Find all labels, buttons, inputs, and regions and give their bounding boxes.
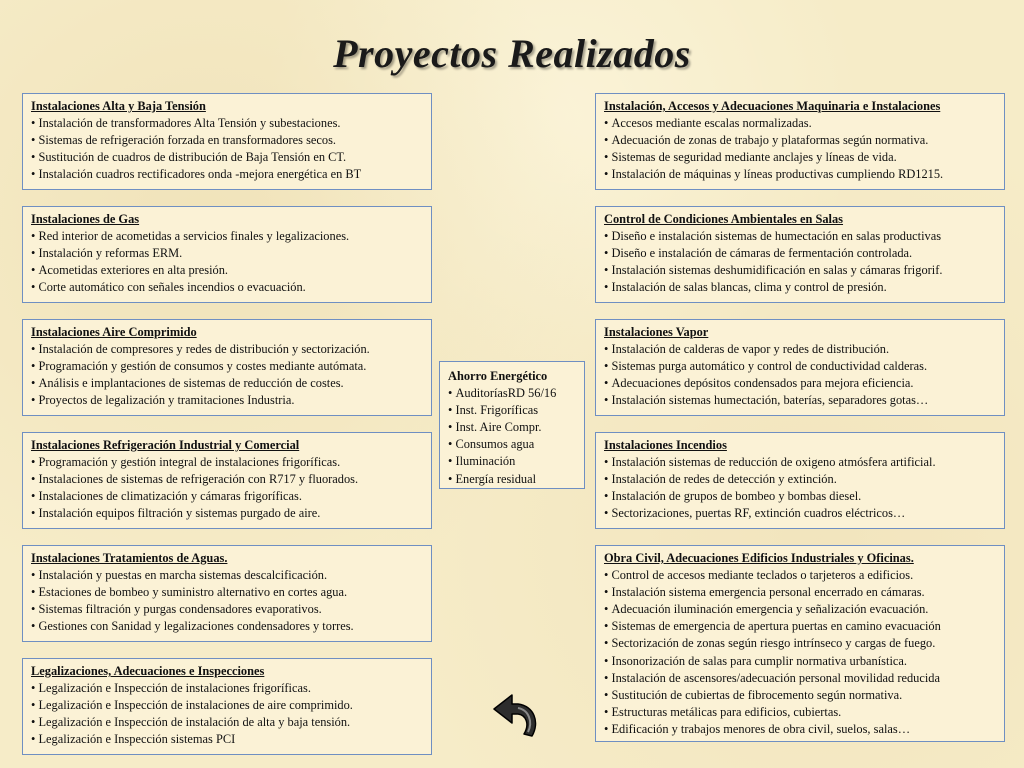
box-vapor bbox=[595, 319, 1005, 416]
list-item: • Instalación de calderas de vapor y redes de distribución. bbox=[604, 341, 1004, 358]
box-heading: Instalaciones Refrigeración Industrial y Comercial bbox=[31, 438, 300, 452]
list-item: • Programación y gestión de consumos y costes mediante autómata. bbox=[31, 358, 431, 375]
list-item: • Adecuación iluminación emergencia y señalización evacuación. bbox=[604, 601, 1004, 618]
list-item: • Instalación de máquinas y líneas productivas cumpliendo RD1215. bbox=[604, 166, 1004, 183]
box-maquinaria bbox=[595, 93, 1005, 190]
list-item: • Instalación de grupos de bombeo y bombas diesel. bbox=[604, 488, 1004, 505]
list-item: • Sectorizaciones, puertas RF, extinción cuadros eléctricos… bbox=[604, 505, 1004, 522]
list-item: • Insonorización de salas para cumplir normativa urbanística. bbox=[604, 653, 1004, 670]
list-item: • Iluminación bbox=[448, 453, 584, 470]
list-item: • Sistemas de refrigeración forzada en transformadores secos. bbox=[31, 132, 431, 149]
box-obra-civil bbox=[595, 545, 1005, 742]
box-alta-baja-tension bbox=[22, 93, 432, 190]
list-item: • Consumos agua bbox=[448, 436, 584, 453]
list-item: • Instalación y reformas ERM. bbox=[31, 245, 431, 262]
list-item: • Instalación de salas blancas, clima y control de presión. bbox=[604, 279, 1004, 296]
list-item: • Instalación de compresores y redes de distribución y sectorización. bbox=[31, 341, 431, 358]
page-title: Proyectos Realizados bbox=[333, 31, 691, 76]
box-heading: Instalaciones de Gas bbox=[31, 212, 140, 226]
list-item: • Legalización e Inspección sistemas PCI bbox=[31, 731, 431, 748]
box-heading: Instalaciones Incendios bbox=[604, 438, 727, 452]
box-aire-comprimido bbox=[22, 319, 432, 416]
box-heading: Instalación, Accesos y Adecuaciones Maquinaria e Instalaciones bbox=[604, 99, 941, 113]
list-item: • Sistemas de seguridad mediante anclajes y líneas de vida. bbox=[604, 149, 1004, 166]
box-condiciones-ambientales bbox=[595, 206, 1005, 303]
box-refrigeracion bbox=[22, 432, 432, 529]
list-item: • Red interior de acometidas a servicios finales y legalizaciones. bbox=[31, 228, 431, 245]
list-item: • Legalización e Inspección de instalaciones frigoríficas. bbox=[31, 680, 431, 697]
list-item: • Sistemas de emergencia de apertura puertas en camino evacuación bbox=[604, 618, 1004, 635]
list-item: • Instalaciones de sistemas de refrigeración con R717 y fluorados. bbox=[31, 471, 431, 488]
box-ahorro-energetico bbox=[439, 361, 585, 489]
list-item: • Legalización e Inspección de instalación de alta y baja tensión. bbox=[31, 714, 431, 731]
list-item: • Diseño e instalación de cámaras de fermentación controlada. bbox=[604, 245, 1004, 262]
list-item: • Instalación sistemas de reducción de oxigeno atmósfera artificial. bbox=[604, 454, 1004, 471]
list-item: • Acometidas exteriores en alta presión. bbox=[31, 262, 431, 279]
list-item: • Inst. Aire Compr. bbox=[448, 419, 584, 436]
list-item: • Legalización e Inspección de instalaciones de aire comprimido. bbox=[31, 697, 431, 714]
list-item: • Estructuras metálicas para edificios, cubiertas. bbox=[604, 704, 1004, 721]
list-item: • Programación y gestión integral de instalaciones frigoríficas. bbox=[31, 454, 431, 471]
box-heading: Instalaciones Vapor bbox=[604, 325, 709, 339]
list-item: • Corte automático con señales incendios o evacuación. bbox=[31, 279, 431, 296]
list-item: • Proyectos de legalización y tramitaciones Industria. bbox=[31, 392, 431, 409]
box-tratamientos-aguas bbox=[22, 545, 432, 642]
list-item: • Instalación sistemas deshumidificación en salas y cámaras frigorif. bbox=[604, 262, 1004, 279]
box-legalizaciones bbox=[22, 658, 432, 755]
box-heading: Ahorro Energético bbox=[448, 369, 548, 383]
list-item: • Instalación de transformadores Alta Tensión y subestaciones. bbox=[31, 115, 431, 132]
list-item: • Accesos mediante escalas normalizadas. bbox=[604, 115, 1004, 132]
list-item: • Instalación cuadros rectificadores onda -mejora energética en BT bbox=[31, 166, 431, 183]
list-item: • Adecuaciones depósitos condensados para mejora eficiencia. bbox=[604, 375, 1004, 392]
list-item: • Sustitución de cubiertas de fibrocemento según normativa. bbox=[604, 687, 1004, 704]
box-heading: Legalizaciones, Adecuaciones e Inspecciones bbox=[31, 664, 265, 678]
list-item: • Sistemas filtración y purgas condensadores evaporativos. bbox=[31, 601, 431, 618]
list-item: • Instalación y puestas en marcha sistemas descalcificación. bbox=[31, 567, 431, 584]
box-gas bbox=[22, 206, 432, 303]
list-item: • Adecuación de zonas de trabajo y plataformas según normativa. bbox=[604, 132, 1004, 149]
list-item: • Estaciones de bombeo y suministro alternativo en cortes agua. bbox=[31, 584, 431, 601]
list-item: • Edificación y trabajos menores de obra civil, suelos, salas… bbox=[604, 721, 1004, 738]
box-incendios bbox=[595, 432, 1005, 529]
box-heading: Control de Condiciones Ambientales en Salas bbox=[604, 212, 844, 226]
list-item: • Diseño e instalación sistemas de humectación en salas productivas bbox=[604, 228, 1004, 245]
list-item: • Análisis e implantaciones de sistemas de reducción de costes. bbox=[31, 375, 431, 392]
list-item: • Instalación equipos filtración y sistemas purgado de aire. bbox=[31, 505, 431, 522]
list-item: • Energía residual bbox=[448, 471, 584, 488]
list-item: • Instalaciones de climatización y cámaras frigoríficas. bbox=[31, 488, 431, 505]
box-heading: Instalaciones Alta y Baja Tensión bbox=[31, 99, 206, 113]
list-item: • Instalación sistemas humectación, baterías, separadores gotas… bbox=[604, 392, 1004, 409]
list-item: • Control de accesos mediante teclados o tarjeteros a edificios. bbox=[604, 567, 1004, 584]
list-item: • AuditoríasRD 56/16 bbox=[448, 385, 584, 402]
box-heading: Obra Civil, Adecuaciones Edificios Industriales y Oficinas. bbox=[604, 551, 914, 565]
return-arrow-icon[interactable] bbox=[488, 688, 544, 744]
list-item: • Instalación sistema emergencia personal encerrado en cámaras. bbox=[604, 584, 1004, 601]
list-item: • Sustitución de cuadros de distribución de Baja Tensión en CT. bbox=[31, 149, 431, 166]
list-item: • Sectorización de zonas según riesgo intrínseco y cargas de fuego. bbox=[604, 635, 1004, 652]
box-heading: Instalaciones Aire Comprimido bbox=[31, 325, 197, 339]
box-heading: Instalaciones Tratamientos de Aguas. bbox=[31, 551, 228, 565]
list-item: • Instalación de ascensores/adecuación personal movilidad reducida bbox=[604, 670, 1004, 687]
list-item: • Sistemas purga automático y control de conductividad calderas. bbox=[604, 358, 1004, 375]
list-item: • Inst. Frigoríficas bbox=[448, 402, 584, 419]
list-item: • Instalación de redes de detección y extinción. bbox=[604, 471, 1004, 488]
list-item: • Gestiones con Sanidad y legalizaciones condensadores y torres. bbox=[31, 618, 431, 635]
